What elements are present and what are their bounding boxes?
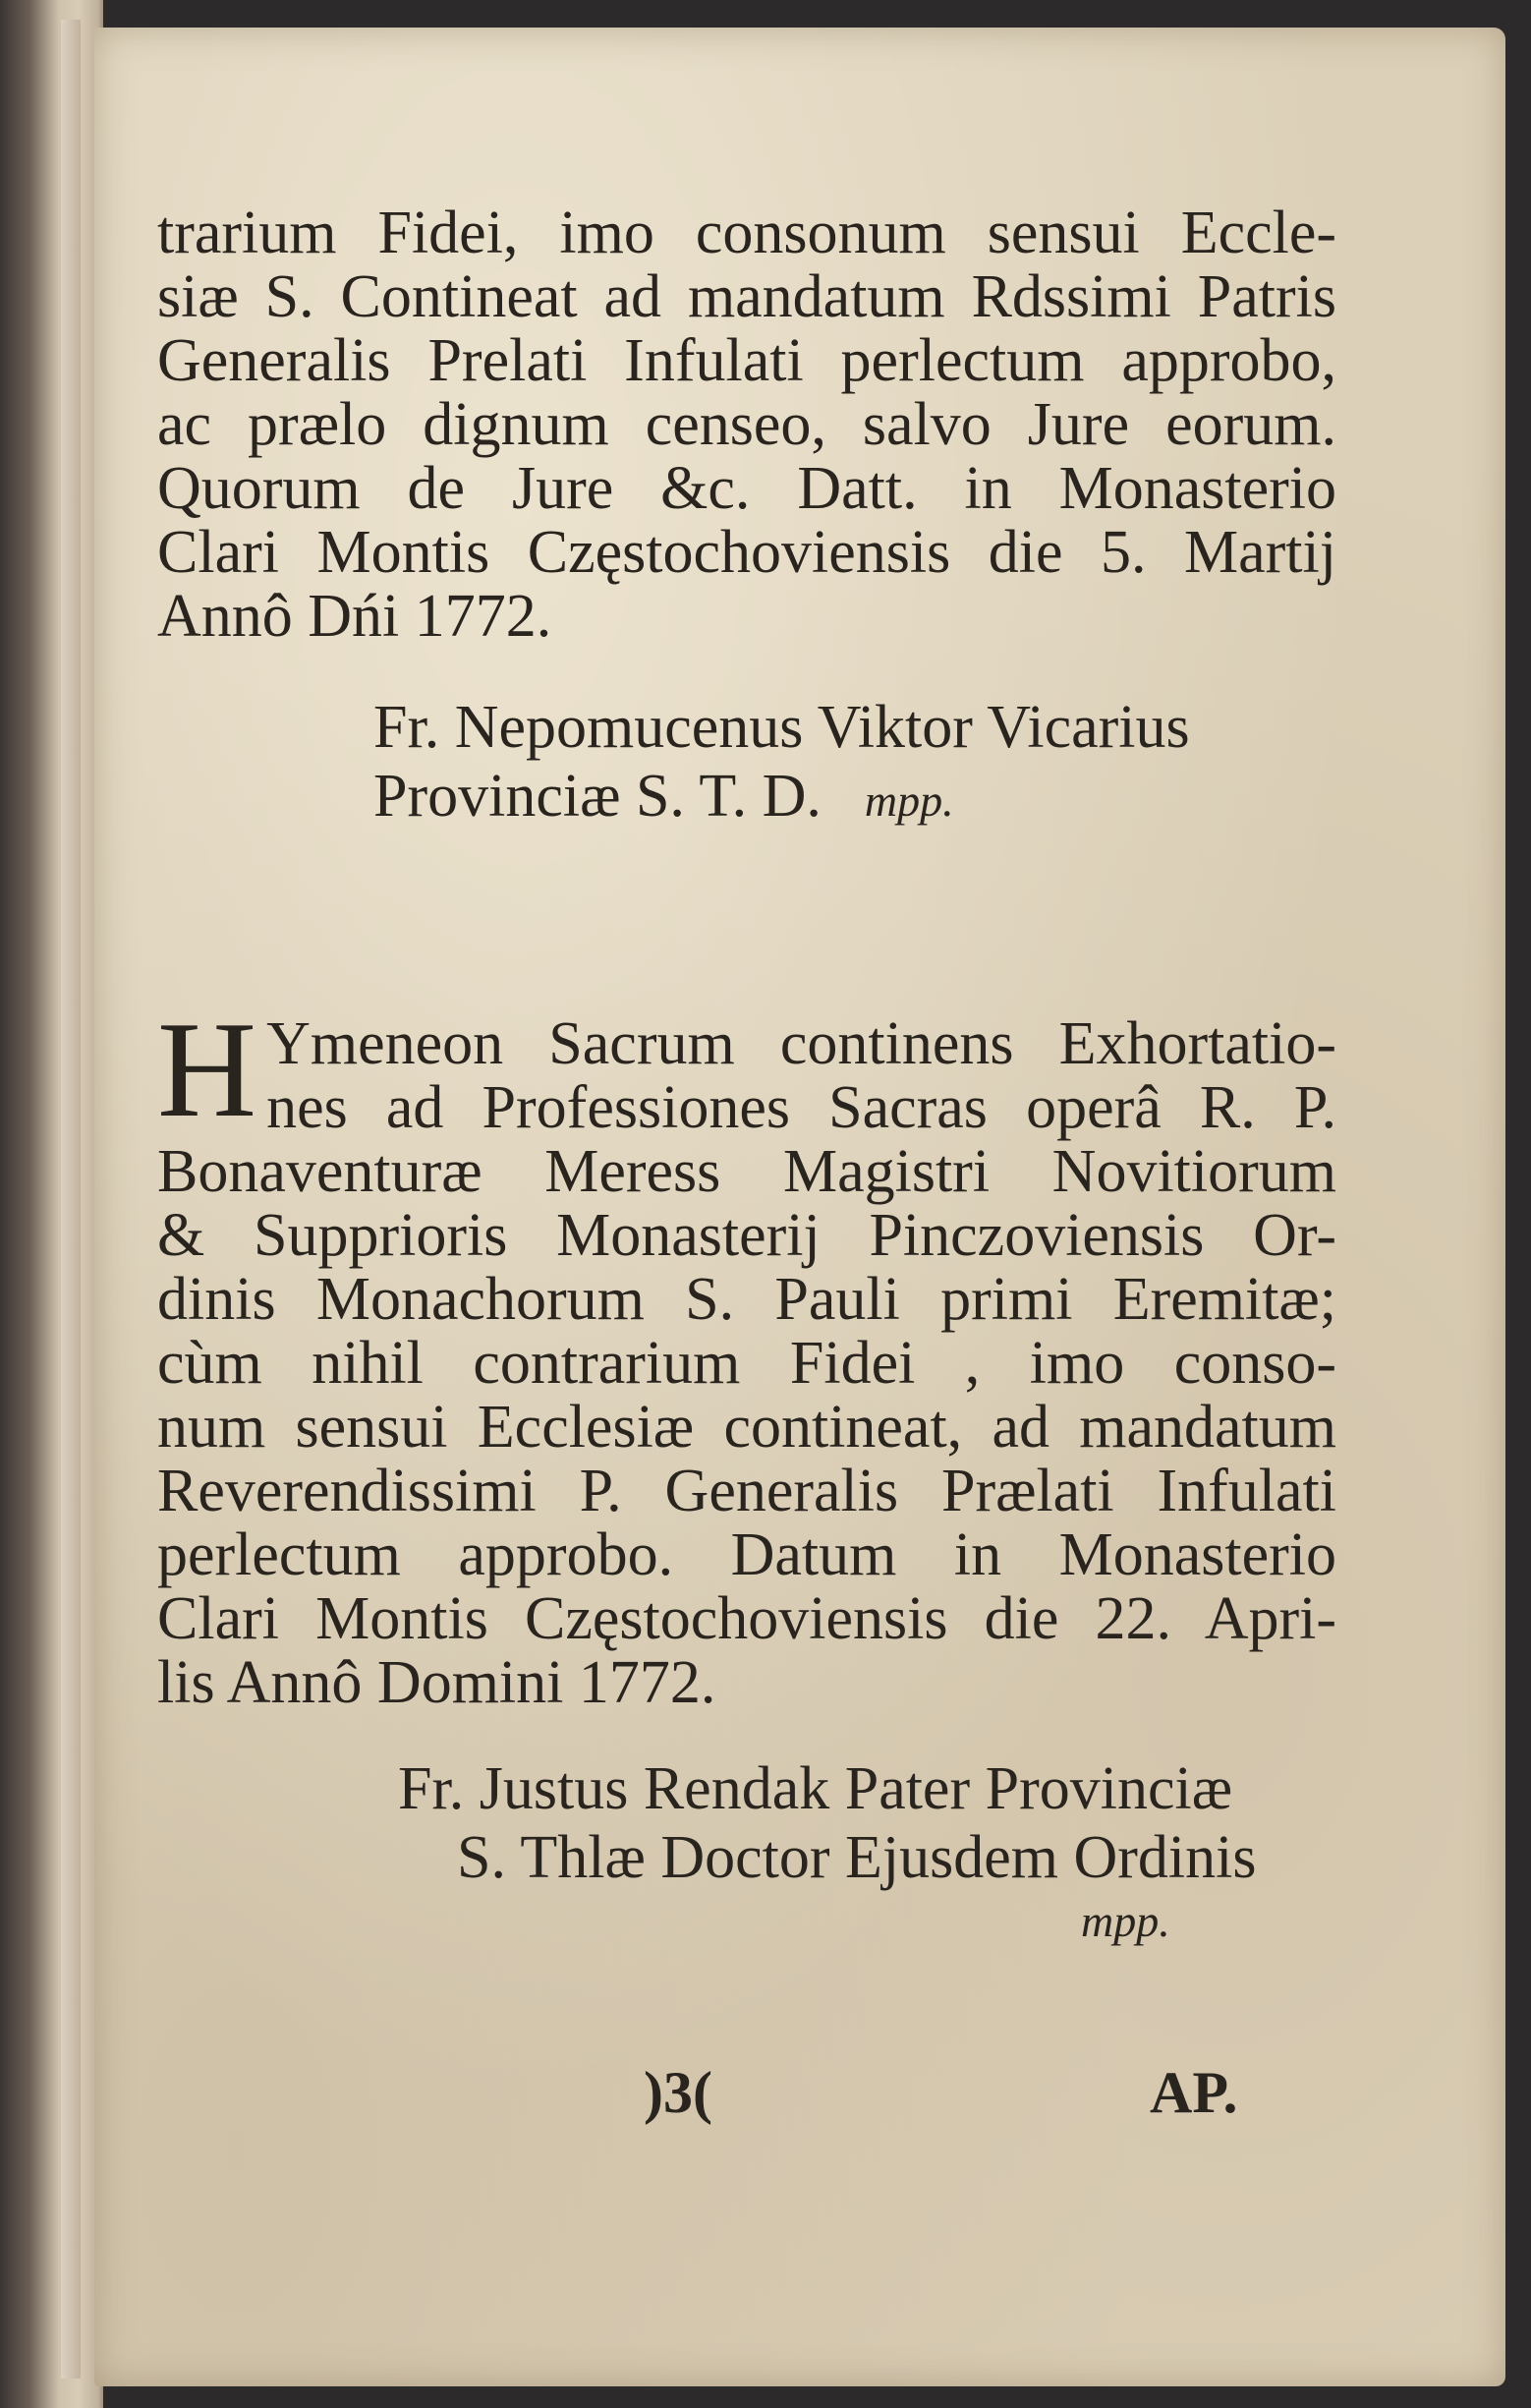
text-line: Generalis Prelati Infulati perlectum approbo, xyxy=(157,327,1336,394)
drop-cap: H xyxy=(157,994,257,1146)
signature-2-name: Fr. Justus Rendak Pater Provinciæ xyxy=(398,1755,1233,1822)
text-line: siæ S. Contineat ad mandatum Rdssimi Patris xyxy=(157,263,1336,330)
binding-fold xyxy=(61,20,81,2379)
signature-1-name: Fr. Nepomucenus Viktor Vicarius xyxy=(373,694,1190,761)
text-line: Clari Montis Częstochoviensis die 22. Apri- xyxy=(157,1585,1336,1652)
text-line: nes ad Professiones Sacras operâ R. P. xyxy=(266,1074,1336,1141)
text-line: Annô Dńi 1772. xyxy=(157,583,552,650)
text-line: Quorum de Jure &c. Datt. in Monasterio xyxy=(157,455,1336,522)
text-line: Reverendissimi P. Generalis Prælati Infulati xyxy=(157,1458,1336,1524)
page-number: )3( xyxy=(644,2060,712,2125)
text-line: cùm nihil contrarium Fidei , imo conso- xyxy=(157,1330,1336,1397)
signature-1-title xyxy=(373,762,954,835)
text-line: Bonaventuræ Meress Magistri Novitiorum xyxy=(157,1138,1336,1205)
catchword: AP. xyxy=(1150,2060,1238,2125)
text-line: num sensui Ecclesiæ contineat, ad mandatum xyxy=(157,1394,1336,1461)
text-line: perlectum approbo. Datum in Monasterio xyxy=(157,1521,1336,1588)
text-line: trarium Fidei, imo consonum sensui Eccle- xyxy=(157,200,1336,266)
text-line: & Supprioris Monasterij Pinczoviensis Or- xyxy=(157,1202,1336,1269)
text-line: lis Annô Domini 1772. xyxy=(157,1649,716,1716)
text-line: Clari Montis Częstochoviensis die 5. Martij xyxy=(157,519,1336,586)
signature-2-title: S. Thlæ Doctor Ejusdem Ordinis xyxy=(457,1824,1257,1891)
signature-1-title-text: Provinciæ S. T. D. xyxy=(373,763,822,830)
approbation-1-text xyxy=(157,201,1336,649)
signature-2-mpp: mpp. xyxy=(1081,1896,1170,1946)
text-line: dinis Monachorum S. Pauli primi Eremitæ; xyxy=(157,1266,1336,1333)
signature-1-mpp: mpp. xyxy=(864,775,954,826)
text-line: Ymeneon Sacrum continens Exhortatio- xyxy=(266,1010,1336,1077)
book-binding xyxy=(0,0,103,2408)
approbation-2-text xyxy=(157,994,1336,1716)
text-line: ac prælo dignum censeo, salvo Jure eorum. xyxy=(157,391,1336,458)
